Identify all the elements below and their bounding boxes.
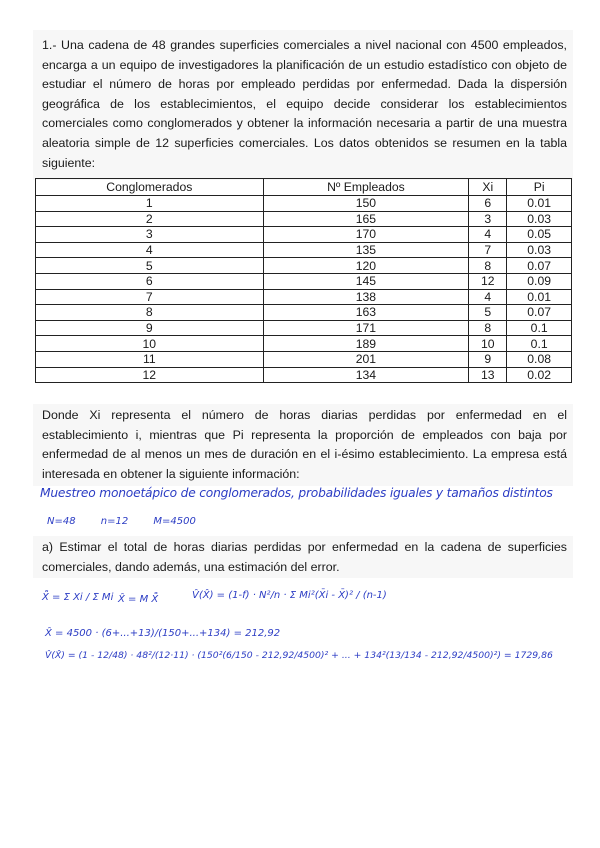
cell-empleados: 171 [263, 320, 469, 336]
handwritten-title: Muestreo monoetápico de conglomerados, probabilidades iguales y tamaños distintos [40, 486, 553, 500]
table-row [36, 196, 572, 212]
cell-empleados: 145 [263, 273, 469, 289]
cell-pi: 0.07 [507, 305, 572, 321]
header-conglomerados: Conglomerados [36, 179, 264, 196]
cell-empleados: 189 [263, 336, 469, 352]
intro-block [33, 30, 573, 180]
cell-xi: 9 [469, 351, 507, 367]
cell-pi: 0.1 [507, 336, 572, 352]
param-M: M=4500 [153, 516, 196, 527]
cell-conglomerado: 10 [36, 336, 264, 352]
cell-empleados: 135 [263, 242, 469, 258]
definition-block [33, 404, 573, 486]
table-body [36, 196, 572, 383]
cell-empleados: 138 [263, 289, 469, 305]
cell-xi: 6 [469, 196, 507, 212]
intro-paragraph: 1.- Una cadena de 48 grandes superficies comerciales a nivel nacional con 4500 empleados, encarga a un equipo de investigadores la planificación de un estudio estadístico con objeto de estudiar el número de horas por empleado perdidas por enfermedad. Dada la dispersión geográfica de los establecimientos, el equipo decide considerar los establecimientos comerciales como conglomerados y obtener la información necesaria a partir de una muestra aleatoria simple de 12 superficies comerciales. Los datos obtenidos se resumen en la tabla siguiente: [42, 38, 567, 170]
table-row [36, 351, 572, 367]
question-a-block [33, 536, 573, 578]
cell-xi: 10 [469, 336, 507, 352]
data-table [35, 178, 572, 383]
cell-empleados: 170 [263, 227, 469, 243]
calc-total: X̂ = 4500 · (6+...+13)/(150+...+134) = 212,92 [45, 628, 281, 639]
cell-conglomerado: 11 [36, 351, 264, 367]
header-xi: Xi [469, 179, 507, 196]
table-row [36, 273, 572, 289]
cell-conglomerado: 8 [36, 305, 264, 321]
cell-conglomerado: 4 [36, 242, 264, 258]
cell-pi: 0.03 [507, 211, 572, 227]
table-row [36, 242, 572, 258]
cell-xi: 4 [469, 289, 507, 305]
cell-xi: 8 [469, 258, 507, 274]
handwritten-params [47, 516, 218, 527]
cell-empleados: 165 [263, 211, 469, 227]
cell-pi: 0.01 [507, 196, 572, 212]
cell-conglomerado: 6 [36, 273, 264, 289]
cell-conglomerado: 9 [36, 320, 264, 336]
table-row [36, 211, 572, 227]
cell-empleados: 201 [263, 351, 469, 367]
cell-xi: 12 [469, 273, 507, 289]
calc-variance: V̂(X̂) = (1 - 12/48) · 48²/(12·11) · (150²(6/150 - 212,92/4500)² + ... + 134²(13/134 - 212,92/4500)²) = 1729,86 [45, 650, 553, 661]
cell-pi: 0.01 [507, 289, 572, 305]
param-N: N=48 [47, 516, 76, 527]
cell-conglomerado: 1 [36, 196, 264, 212]
cell-empleados: 150 [263, 196, 469, 212]
cell-pi: 0.07 [507, 258, 572, 274]
formula-total: X̂ = M X̄̂ [118, 594, 159, 605]
cell-pi: 0.02 [507, 367, 572, 383]
cell-conglomerado: 12 [36, 367, 264, 383]
cell-empleados: 134 [263, 367, 469, 383]
formula-variance: V̂(X̂) = (1-f) · N²/n · Σ Mi²(X̄i - X̄)² / (n-1) [192, 590, 387, 601]
table-row [36, 320, 572, 336]
table-row [36, 305, 572, 321]
table-row [36, 258, 572, 274]
cell-conglomerado: 3 [36, 227, 264, 243]
formula-mean-ratio: X̄̂ = Σ Xi / Σ Mi [42, 592, 114, 603]
table-header-row [36, 179, 572, 196]
cell-conglomerado: 2 [36, 211, 264, 227]
cell-empleados: 120 [263, 258, 469, 274]
cell-empleados: 163 [263, 305, 469, 321]
cell-pi: 0.03 [507, 242, 572, 258]
question-a-text: a) Estimar el total de horas diarias perdidas por enfermedad en la cadena de superficies comerciales, dando además, una estimación del error. [42, 540, 567, 574]
table-row [36, 336, 572, 352]
cell-pi: 0.09 [507, 273, 572, 289]
table-row [36, 289, 572, 305]
table-row [36, 227, 572, 243]
param-n: n=12 [100, 516, 129, 527]
cell-xi: 13 [469, 367, 507, 383]
header-pi: Pi [507, 179, 572, 196]
header-empleados: Nº Empleados [263, 179, 469, 196]
definition-paragraph: Donde Xi representa el número de horas diarias perdidas por enfermedad en el establecimiento i, mientras que Pi representa la proporción de empleados con baja por enfermedad de al menos un mes de duración en el i-ésimo establecimiento. La empresa está interesada en obtener la siguiente información: [42, 408, 567, 481]
cell-xi: 3 [469, 211, 507, 227]
cell-pi: 0.1 [507, 320, 572, 336]
cell-pi: 0.05 [507, 227, 572, 243]
cell-xi: 5 [469, 305, 507, 321]
cell-conglomerado: 5 [36, 258, 264, 274]
cell-conglomerado: 7 [36, 289, 264, 305]
table-row [36, 367, 572, 383]
cell-xi: 7 [469, 242, 507, 258]
cell-xi: 8 [469, 320, 507, 336]
cell-xi: 4 [469, 227, 507, 243]
cell-pi: 0.08 [507, 351, 572, 367]
